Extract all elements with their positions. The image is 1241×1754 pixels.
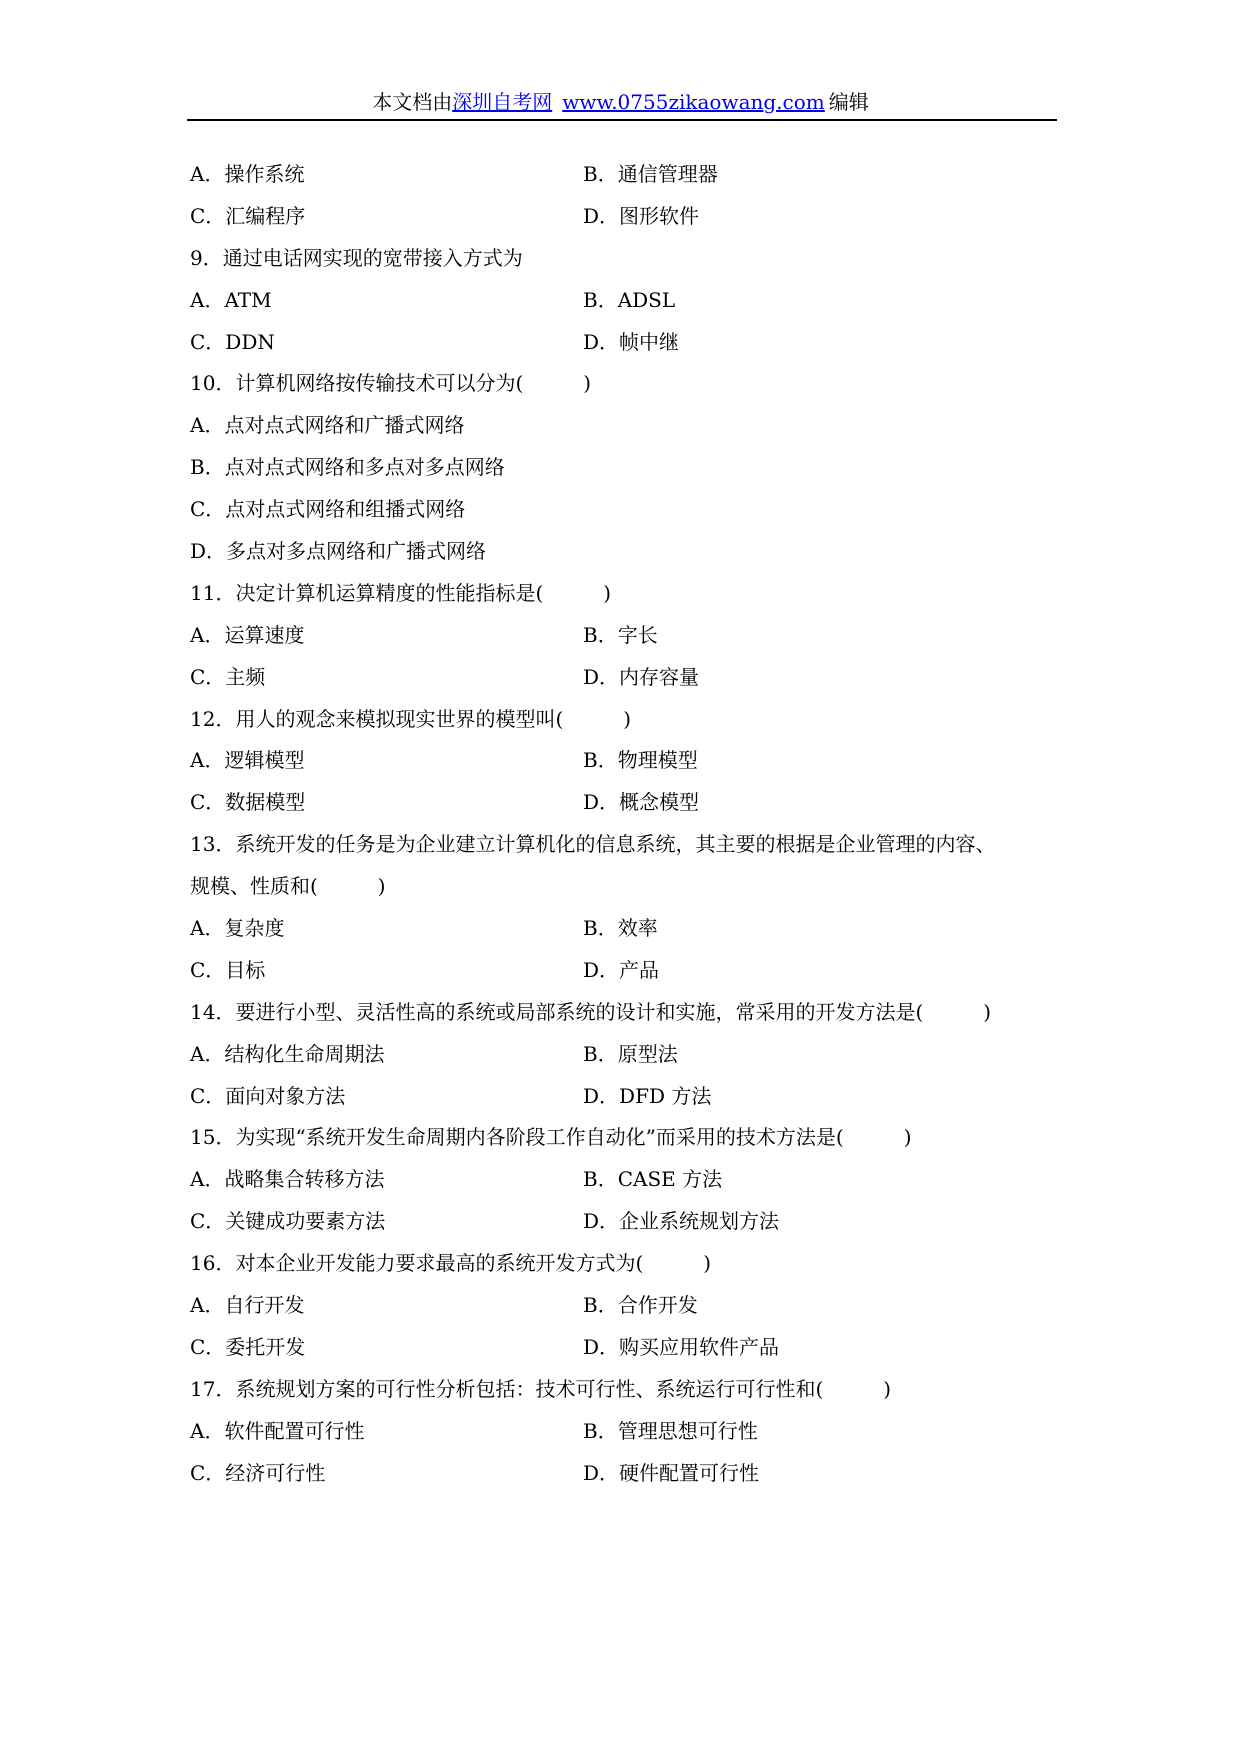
answer-option: A．战略集合转移方法 <box>190 1167 385 1192</box>
question-stem: 16．对本企业开发能力要求最高的系统开发方式为( ) <box>190 1251 712 1276</box>
answer-option: A．结构化生命周期法 <box>190 1041 385 1066</box>
option-row <box>190 1327 1070 1369</box>
option-row <box>190 740 1070 782</box>
answer-option: C．关键成功要素方法 <box>190 1209 386 1234</box>
question-stem: 10．计算机网络按传输技术可以分为( ) <box>190 371 592 396</box>
answer-option: D．DFD 方法 <box>583 1083 712 1108</box>
question-stem: 12．用人的观念来模拟现实世界的模型叫( ) <box>190 706 632 731</box>
option-row <box>190 657 1070 699</box>
question-item <box>190 573 1070 699</box>
answer-option: B．管理思想可行性 <box>583 1418 758 1443</box>
option-row <box>190 1411 1070 1453</box>
answer-option: C．DDN <box>190 329 275 354</box>
site-url-link[interactable]: www.0755zikaowang.com <box>562 90 825 114</box>
answer-option: D．帧中继 <box>583 329 680 354</box>
answer-option: B．通信管理器 <box>583 162 718 186</box>
answer-option: A．逻辑模型 <box>190 748 305 773</box>
header-suffix: 编辑 <box>828 90 869 114</box>
page-header <box>0 88 1241 116</box>
option-row <box>190 950 1070 992</box>
answer-option: D．产品 <box>583 957 660 982</box>
answer-option: C．汇编程序 <box>190 203 306 228</box>
question-item <box>190 824 1070 992</box>
answer-option: A．复杂度 <box>190 916 285 941</box>
question-stem: 14．要进行小型、灵活性高的系统或局部系统的设计和实施，常采用的开发方法是( ) <box>190 999 992 1024</box>
answer-option: C．数据模型 <box>190 790 306 815</box>
answer-option: B．效率 <box>583 916 658 941</box>
question-stem: 9．通过电话网实现的宽带接入方式为 <box>190 245 523 270</box>
question-item <box>190 363 1070 572</box>
answer-option: B．ADSL <box>583 287 676 312</box>
answer-option: D．内存容量 <box>583 664 700 689</box>
option-row <box>190 782 1070 824</box>
option-row <box>190 1285 1070 1327</box>
question-item <box>190 992 1070 1118</box>
question-list <box>190 154 1070 1495</box>
answer-option: B．字长 <box>583 622 658 647</box>
answer-option: D．概念模型 <box>583 790 700 815</box>
answer-option: C．目标 <box>190 957 266 982</box>
site-name-link[interactable]: 深圳自考网 <box>452 90 553 114</box>
question-item <box>190 1117 1070 1243</box>
answer-option: D．购买应用软件产品 <box>583 1334 780 1359</box>
option-row <box>190 1076 1070 1118</box>
option-row <box>190 1201 1070 1243</box>
header-rule <box>187 119 1057 121</box>
answer-option: B．CASE 方法 <box>583 1167 723 1192</box>
question-item <box>190 1243 1070 1369</box>
option-row <box>190 1159 1070 1201</box>
answer-option: A．ATM <box>190 287 272 312</box>
answer-option: D．多点对多点网络和广播式网络 <box>190 539 487 564</box>
question-stem-continuation: 规模、性质和( ) <box>190 874 386 899</box>
question-item <box>190 238 1070 364</box>
answer-option: C．委托开发 <box>190 1334 306 1359</box>
answer-option: A．自行开发 <box>190 1293 305 1318</box>
question-stem: 11．决定计算机运算精度的性能指标是( ) <box>190 580 612 605</box>
answer-option: D．图形软件 <box>583 203 700 228</box>
answer-option: A．操作系统 <box>190 162 305 186</box>
answer-option: D．企业系统规划方法 <box>583 1209 780 1234</box>
option-row <box>190 615 1070 657</box>
answer-option: C．面向对象方法 <box>190 1083 346 1108</box>
answer-option: B．点对点式网络和多点对多点网络 <box>190 455 505 480</box>
option-row <box>190 1453 1070 1495</box>
option-row <box>190 1034 1070 1076</box>
question-item <box>190 1369 1070 1495</box>
option-row <box>190 196 1070 238</box>
question-stem: 17．系统规划方案的可行性分析包括：技术可行性、系统运行可行性和( ) <box>190 1376 892 1401</box>
question-item <box>190 699 1070 825</box>
answer-option: B．合作开发 <box>583 1293 698 1318</box>
answer-option: C．主频 <box>190 664 266 689</box>
answer-option: A．点对点式网络和广播式网络 <box>190 413 465 438</box>
option-row <box>190 908 1070 950</box>
option-row <box>190 322 1070 364</box>
option-row <box>190 280 1070 322</box>
answer-option: B．物理模型 <box>583 748 698 773</box>
header-prefix: 本文档由 <box>372 90 453 114</box>
question-item <box>190 154 1070 238</box>
answer-option: C．经济可行性 <box>190 1460 326 1485</box>
question-stem: 13．系统开发的任务是为企业建立计算机化的信息系统，其主要的根据是企业管理的内容、 <box>190 832 996 857</box>
question-stem: 15．为实现“系统开发生命周期内各阶段工作自动化”而采用的技术方法是( ) <box>190 1125 912 1150</box>
answer-option: A．运算速度 <box>190 622 305 647</box>
answer-option: A．软件配置可行性 <box>190 1418 365 1443</box>
option-row <box>190 154 1070 196</box>
answer-option: C．点对点式网络和组播式网络 <box>190 497 466 522</box>
answer-option: D．硬件配置可行性 <box>583 1460 760 1485</box>
answer-option: B．原型法 <box>583 1041 678 1066</box>
